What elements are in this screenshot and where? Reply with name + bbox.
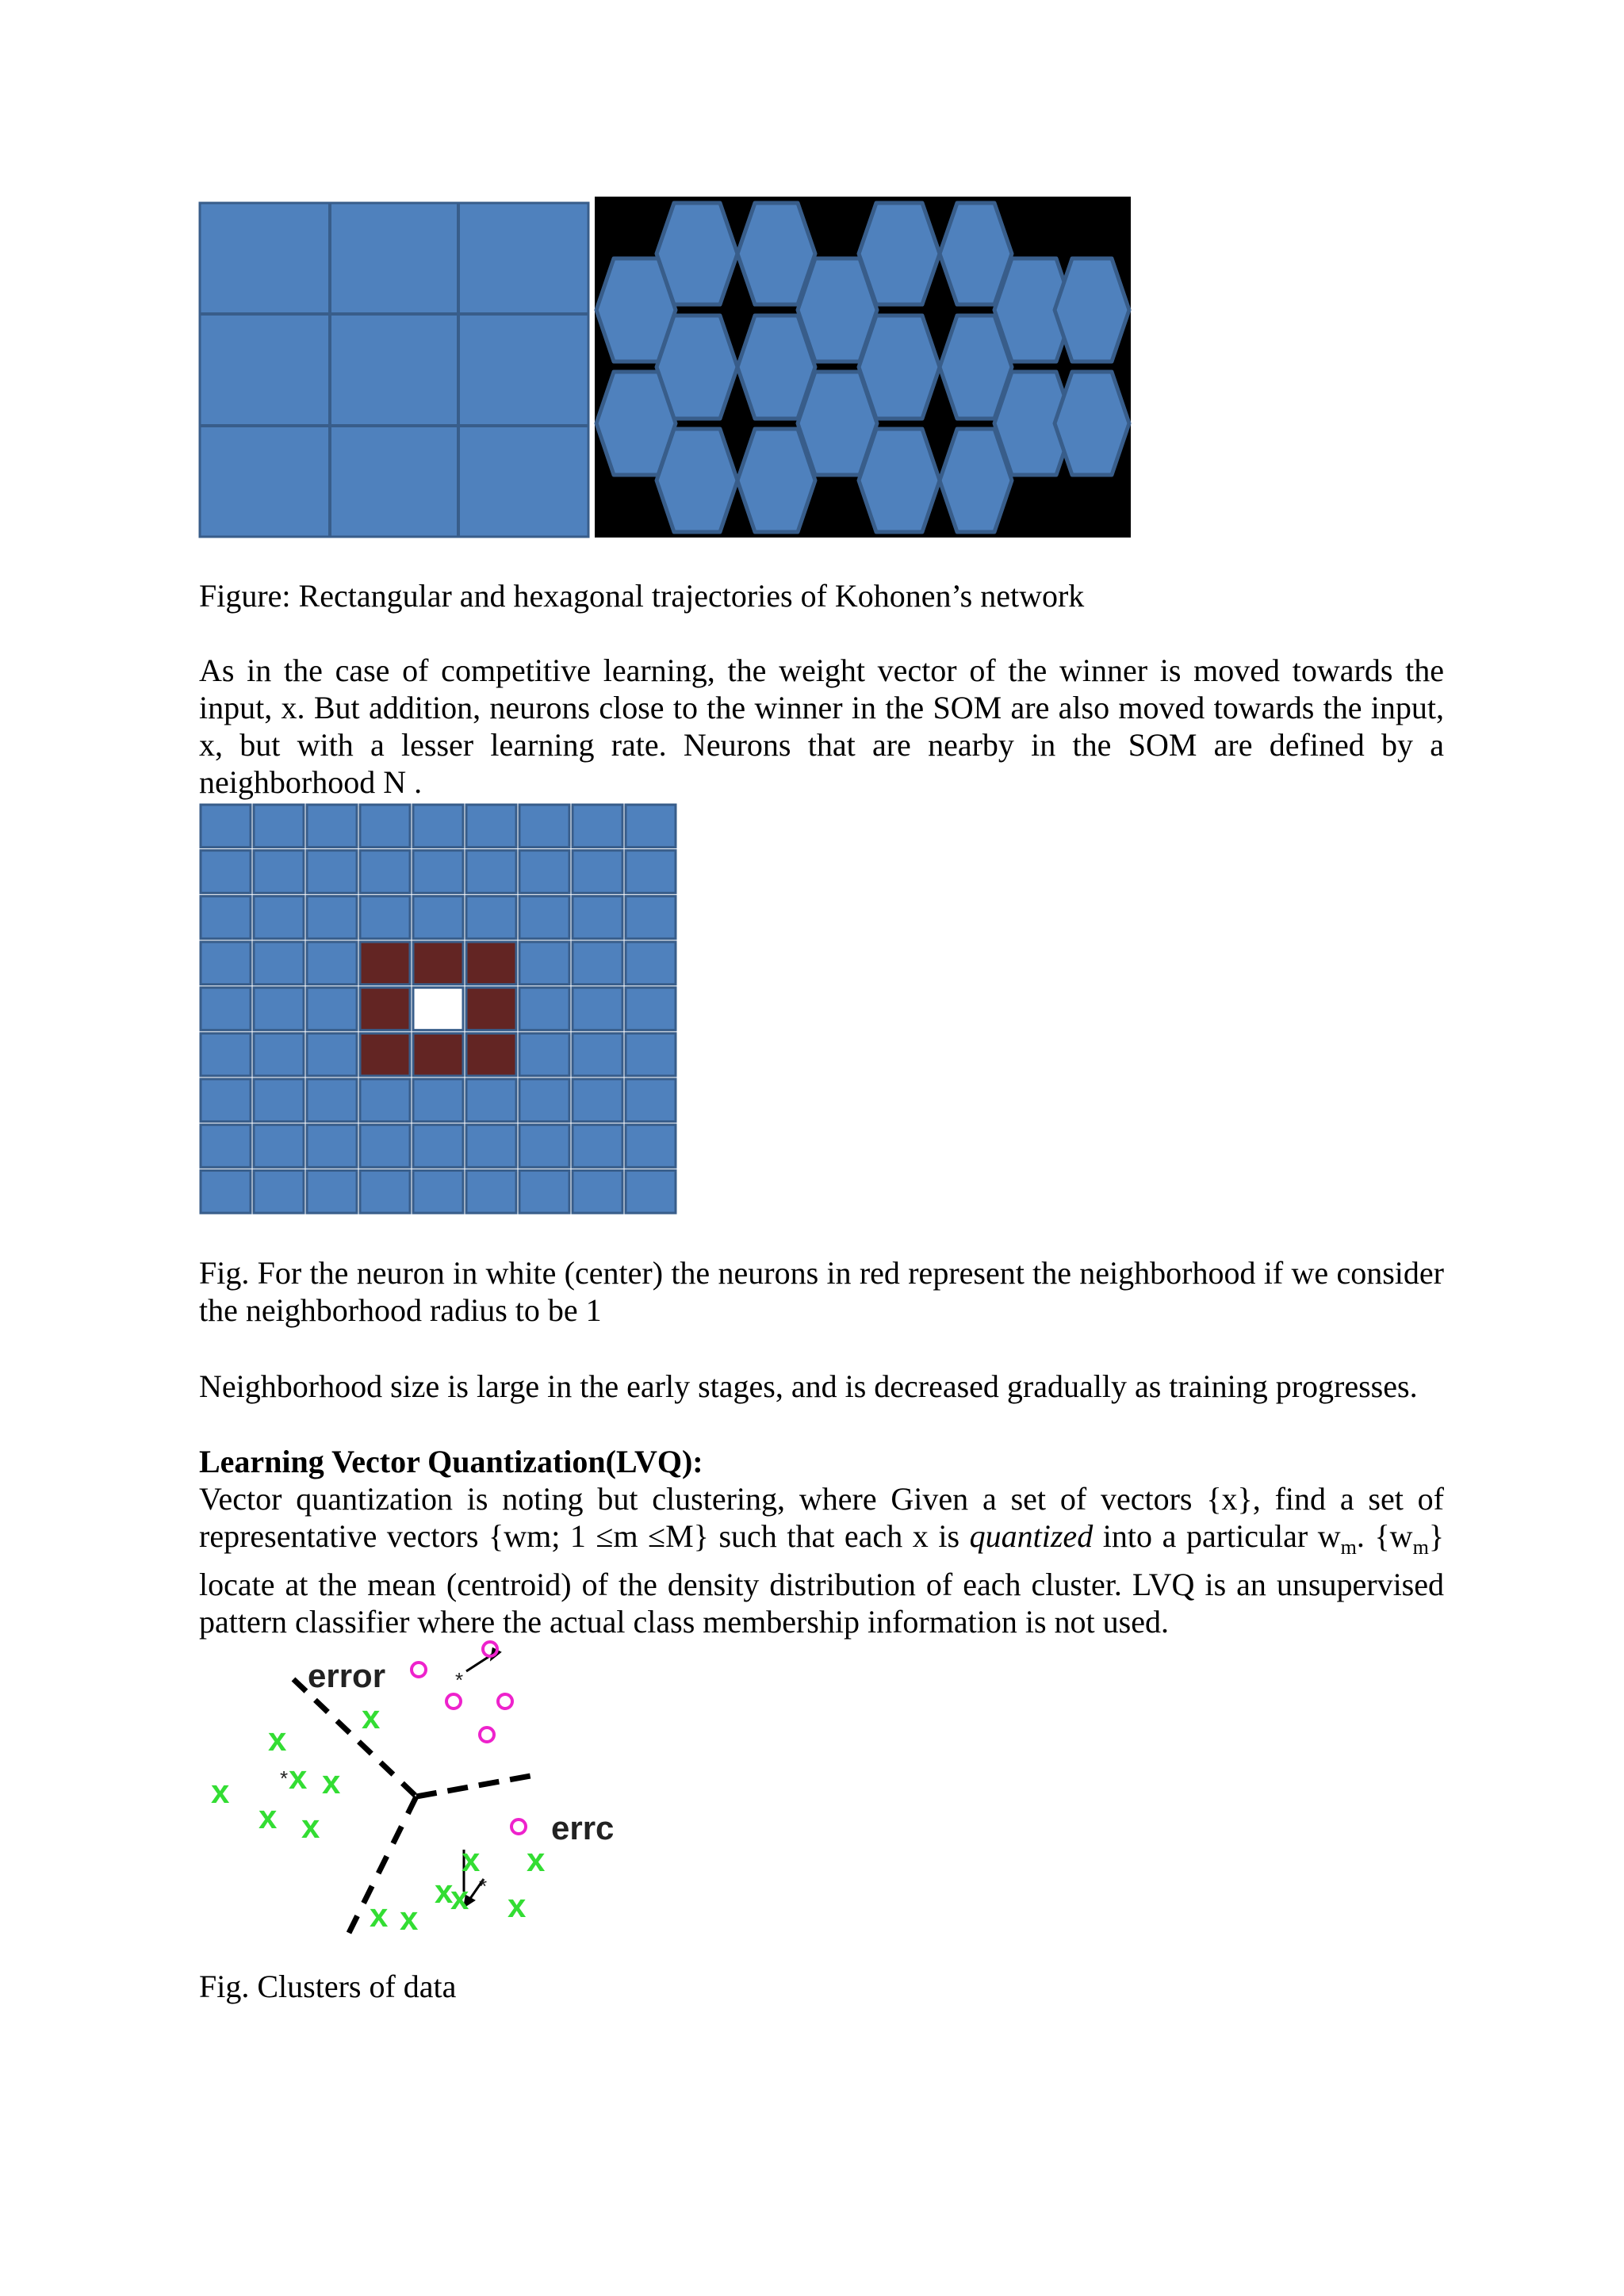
error-label-top: error [308,1657,386,1694]
o-marker [498,1694,512,1709]
grid-cell [626,1170,676,1213]
grid-cell [519,896,569,939]
grid-cell [573,805,622,848]
grid-cell [519,1125,569,1168]
paragraph-competitive-learning: As in the case of competitive learning, the weight vector of the winner is moved towards the input, x. But addition, neurons close to the winner in the SOM are also moved towards the input, x, but with a lesser learning rate. Neurons that are nearby in the SOM are defined by a neighborhood N . [199,652,1444,800]
neighborhood-grid-figure [199,803,677,1215]
neighbor-cell [466,988,516,1031]
grid-cell [413,896,463,939]
grid-cell [307,851,357,894]
grid-cell [626,942,676,985]
neighbor-cell [413,942,463,985]
grid-cell [254,805,304,848]
x-marker: x [370,1896,389,1934]
vq-text-2: into a particular w [1102,1518,1341,1554]
neighbor-cell [466,1033,516,1076]
grid-cell [201,851,251,894]
grid-cell [466,805,516,848]
grid-cell [201,1170,251,1213]
grid-cell [201,942,251,985]
grid-cell [626,1033,676,1076]
grid-cell [626,805,676,848]
grid-cell [413,1079,463,1122]
grid-cell [360,805,410,848]
grid-cell [626,1079,676,1122]
grid-cell [201,988,251,1031]
grid-cell [519,851,569,894]
x-marker: x [508,1887,527,1924]
lvq-heading: Learning Vector Quantization(LVQ): [199,1444,703,1479]
grid-cell [254,942,304,985]
vq-text-3: . {w [1356,1518,1413,1554]
grid-cell [573,1033,622,1076]
grid-cell [573,896,622,939]
vq-text-4: } locate at the mean (centroid) of the density distribution of each cluster. LVQ is an unsupervised pattern classifier where the actual class membership information is not used. [199,1518,1445,1640]
grid-cell [519,988,569,1031]
vq-subscript-m: m [1340,1536,1357,1559]
grid-cell [201,805,251,848]
grid-cell [307,805,357,848]
star-marker: * [479,1874,488,1898]
x-marker: x [289,1758,308,1796]
x-marker: x [435,1873,454,1910]
grid-cell [360,851,410,894]
vq-subscript-m-2: m [1412,1536,1429,1559]
grid-cell [307,942,357,985]
grid-cell [360,1170,410,1213]
error-label-right: errc [551,1809,615,1846]
grid-cell [466,896,516,939]
hexagonal-grid-figure [595,197,1131,538]
x-marker: x [527,1841,546,1878]
x-marker: x [322,1763,341,1800]
grid-cell [573,1079,622,1122]
grid-cell [573,988,622,1031]
x-marker: x [450,1879,469,1916]
grid-cell [626,1125,676,1168]
x-marker: x [268,1720,287,1758]
grid-cell [413,1125,463,1168]
lvq-clusters-figure [211,1632,642,1949]
grid-cell [201,1125,251,1168]
grid-cell [254,1125,304,1168]
grid-cell [254,896,304,939]
grid-cell [254,988,304,1031]
grid-cell [307,1170,357,1213]
figure1-caption: Figure: Rectangular and hexagonal trajectories of Kohonen’s network [199,578,1085,614]
figure2-caption: Fig. For the neuron in white (center) the neurons in red represent the neighborhood if we consider the neighborhood radius to be 1 [199,1255,1444,1328]
grid-cell [626,988,676,1031]
grid-cell [307,896,357,939]
grid-cell [307,1033,357,1076]
grid-cell [307,988,357,1031]
x-marker: x [400,1900,419,1937]
winner-cell [413,988,463,1031]
grid-cell [573,851,622,894]
grid-cell [519,1033,569,1076]
grid-cell [360,896,410,939]
paragraph-vector-quantization [199,1480,1444,1640]
grid-cell [201,1079,251,1122]
vq-text-1: Vector quantization is noting but clustering, where Given a set of vectors {x}, find a set of representative vectors {wm; 1 ≤m ≤M} such that each x is [199,1481,1444,1554]
x-marker: x [462,1841,481,1878]
o-marker [511,1820,526,1834]
star-marker: * [455,1668,464,1692]
grid-cell [201,896,251,939]
grid-cell [307,1125,357,1168]
neighbor-cell [360,988,410,1031]
grid-cell [519,805,569,848]
o-marker [446,1694,461,1709]
o-marker [480,1728,494,1742]
grid-cell [519,942,569,985]
grid-cell [413,805,463,848]
grid-cell [466,851,516,894]
grid-cell [413,1170,463,1213]
grid-cell [254,851,304,894]
rectangular-grid-figure [199,202,589,538]
grid-cell [573,1170,622,1213]
grid-cell [360,1125,410,1168]
neighbor-cell [360,942,410,985]
x-marker: x [301,1808,320,1845]
grid-cell [466,1125,516,1168]
figure3-caption: Fig. Clusters of data [199,1969,457,2004]
x-marker: x [211,1773,230,1810]
vq-text-italic: quantized [969,1518,1094,1554]
x-marker: x [362,1698,381,1735]
grid-cell [573,1125,622,1168]
neighbor-cell [413,1033,463,1076]
x-marker: x [259,1798,278,1835]
grid-cell [254,1033,304,1076]
o-marker [412,1663,426,1677]
grid-cell [466,1170,516,1213]
grid-cell [573,942,622,985]
grid-cell [626,851,676,894]
grid-cell [519,1079,569,1122]
grid-cell [626,896,676,939]
grid-cell [201,1033,251,1076]
neighbor-cell [360,1033,410,1076]
neighbor-cell [466,942,516,985]
grid-cell [413,851,463,894]
grid-cell [254,1079,304,1122]
grid-cell [466,1079,516,1122]
grid-cell [360,1079,410,1122]
grid-cell [307,1079,357,1122]
star-marker: * [280,1766,289,1790]
grid-cell [254,1170,304,1213]
grid-cell [519,1170,569,1213]
paragraph-neighborhood-size: Neighborhood size is large in the early stages, and is decreased gradually as training progresses. [199,1368,1418,1404]
